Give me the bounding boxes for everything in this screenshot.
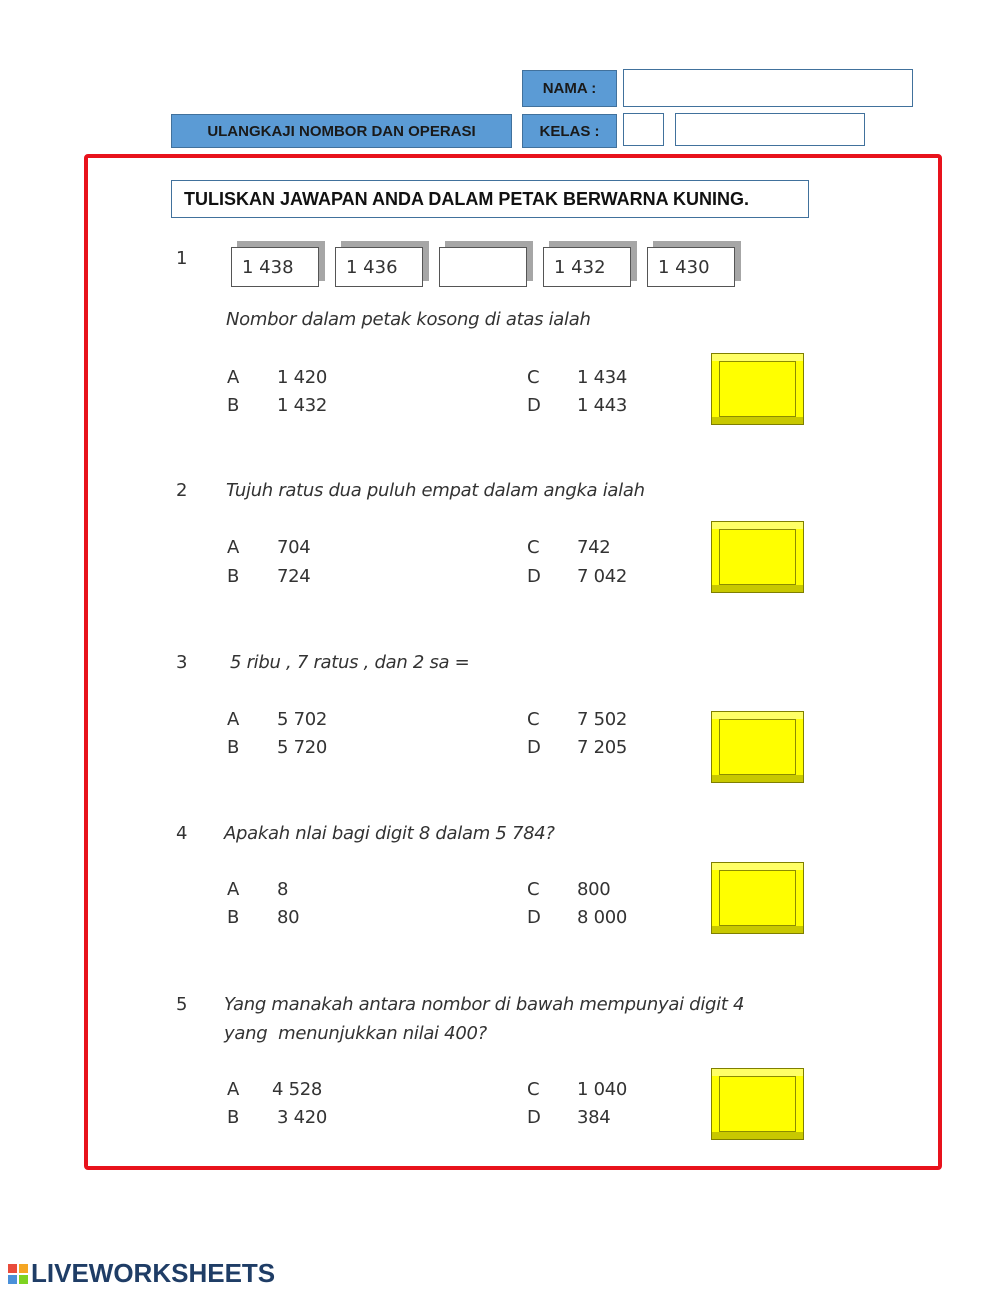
q1-option-c-value: 1 434 [577, 367, 628, 388]
q2-option-b-letter: B [227, 566, 240, 587]
q4-option-a-value: 8 [277, 879, 289, 900]
q1-answer-box[interactable] [711, 353, 804, 425]
q1-option-c-letter: C [527, 367, 540, 388]
question-3-number: 3 [176, 652, 188, 673]
q2-option-b-value: 724 [277, 566, 311, 587]
q5-option-c-value: 1 040 [577, 1079, 628, 1100]
class-label: KELAS : [522, 114, 617, 148]
q3-option-b-letter: B [227, 737, 240, 758]
q2-answer-box[interactable] [711, 521, 804, 593]
q5-option-d-value: 384 [577, 1107, 611, 1128]
q5-option-b-letter: B [227, 1107, 240, 1128]
q4-answer-box[interactable] [711, 862, 804, 934]
question-3-text: 5 ribu , 7 ratus , dan 2 sa = [230, 652, 470, 673]
q5-option-c-letter: C [527, 1079, 540, 1100]
sequence-box-blank [439, 247, 527, 287]
name-label: NAMA : [522, 70, 617, 107]
logo-square-4 [19, 1275, 28, 1284]
q2-option-d-value: 7 042 [577, 566, 628, 587]
q5-option-a-value: 4 528 [272, 1079, 323, 1100]
q1-option-d-value: 1 443 [577, 395, 628, 416]
question-1-number: 1 [176, 248, 188, 269]
q4-option-d-value: 8 000 [577, 907, 628, 928]
sequence-box-4: 1 432 [543, 247, 631, 287]
q4-option-a-letter: A [227, 879, 240, 900]
q2-option-d-letter: D [527, 566, 541, 587]
logo-square-1 [8, 1264, 17, 1273]
question-1-text: Nombor dalam petak kosong di atas ialah [226, 309, 591, 330]
q1-option-b-value: 1 432 [277, 395, 328, 416]
q2-option-a-letter: A [227, 537, 240, 558]
question-4-text: Apakah nlai bagi digit 8 dalam 5 784? [224, 823, 555, 844]
q5-option-d-letter: D [527, 1107, 541, 1128]
sequence-box-5: 1 430 [647, 247, 735, 287]
class-input-short[interactable] [623, 113, 664, 146]
q3-option-c-value: 7 502 [577, 709, 628, 730]
liveworksheets-logo [8, 1258, 275, 1289]
q1-option-b-letter: B [227, 395, 240, 416]
q5-option-a-letter: A [227, 1079, 240, 1100]
q3-option-a-value: 5 702 [277, 709, 328, 730]
sequence-box-1: 1 438 [231, 247, 319, 287]
question-2-text: Tujuh ratus dua puluh empat dalam angka ialah [226, 480, 645, 501]
q5-answer-box[interactable] [711, 1068, 804, 1140]
worksheet-title: ULANGKAJI NOMBOR DAN OPERASI [171, 114, 512, 148]
question-5-number: 5 [176, 994, 188, 1015]
logo-mark-icon [8, 1264, 28, 1284]
logo-text: LIVEWORKSHEETS [31, 1258, 276, 1288]
q1-option-a-letter: A [227, 367, 240, 388]
q5-option-b-value: 3 420 [277, 1107, 328, 1128]
question-4-number: 4 [176, 823, 188, 844]
q3-option-a-letter: A [227, 709, 240, 730]
q4-option-c-value: 800 [577, 879, 611, 900]
q3-option-d-letter: D [527, 737, 541, 758]
question-5-text-line-2: yang menunjukkan nilai 400? [224, 1023, 487, 1044]
instruction-text: TULISKAN JAWAPAN ANDA DALAM PETAK BERWARNA KUNING. [171, 180, 809, 218]
q3-option-b-value: 5 720 [277, 737, 328, 758]
class-input-long[interactable] [675, 113, 865, 146]
q3-option-d-value: 7 205 [577, 737, 628, 758]
q1-option-a-value: 1 420 [277, 367, 328, 388]
q2-option-c-value: 742 [577, 537, 611, 558]
question-2-number: 2 [176, 480, 188, 501]
q3-answer-box[interactable] [711, 711, 804, 783]
logo-square-3 [8, 1275, 17, 1284]
q1-option-d-letter: D [527, 395, 541, 416]
name-input[interactable] [623, 69, 913, 107]
question-5-text-line-1: Yang manakah antara nombor di bawah mempunyai digit 4 [224, 994, 745, 1015]
q4-option-d-letter: D [527, 907, 541, 928]
q4-option-b-letter: B [227, 907, 240, 928]
q4-option-b-value: 80 [277, 907, 300, 928]
q2-option-c-letter: C [527, 537, 540, 558]
q3-option-c-letter: C [527, 709, 540, 730]
logo-square-2 [19, 1264, 28, 1273]
q2-option-a-value: 704 [277, 537, 311, 558]
worksheet-frame [84, 154, 942, 1170]
sequence-box-2: 1 436 [335, 247, 423, 287]
q4-option-c-letter: C [527, 879, 540, 900]
